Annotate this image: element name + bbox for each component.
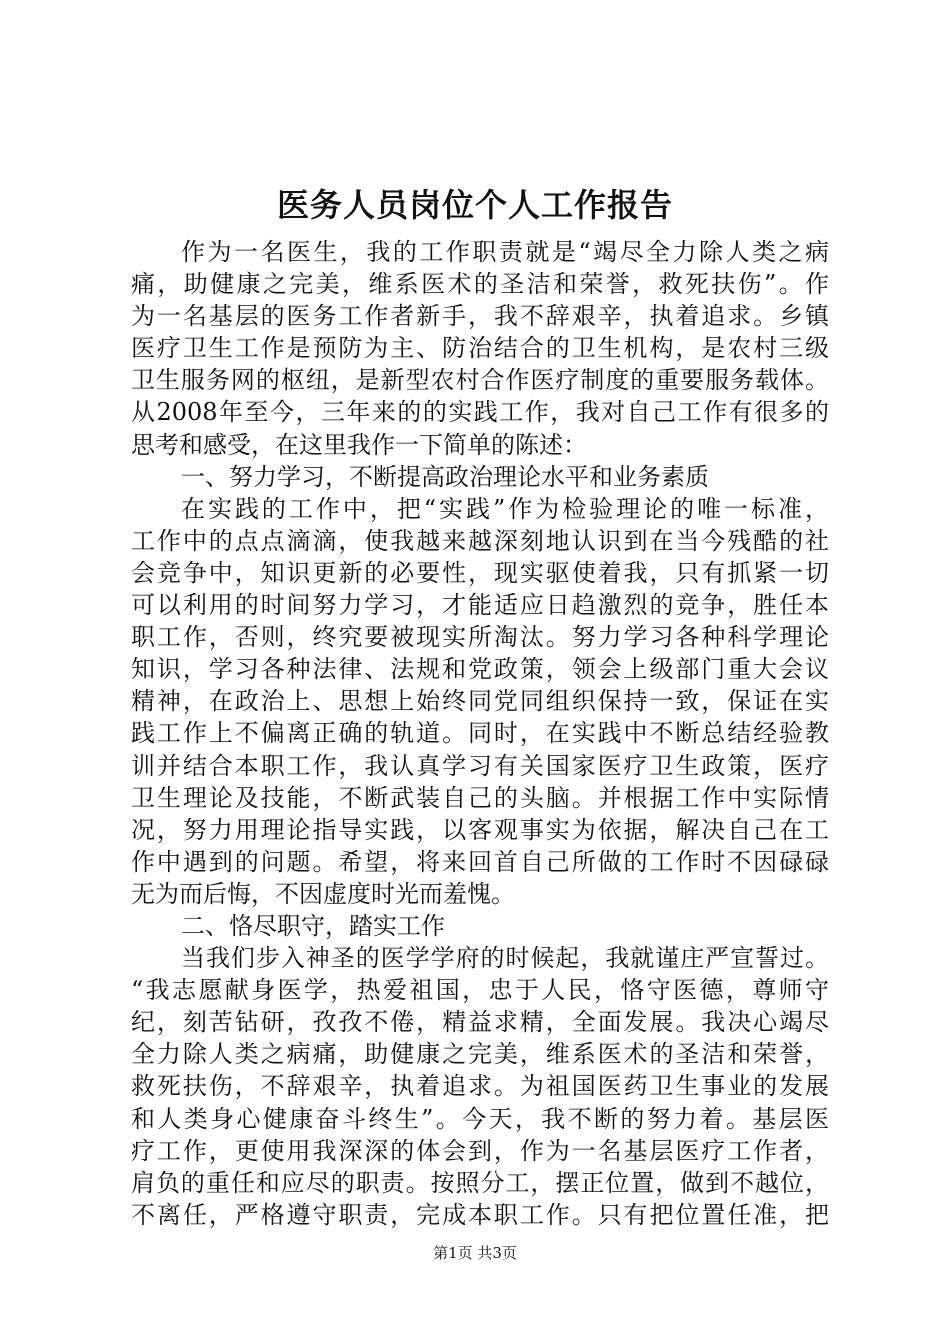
body-line: 救死扶伤，不辞艰辛，执着追求。为祖国医药卫生事业的发展: [131, 1072, 829, 1101]
body-line: 卫生服务网的枢纽，是新型农村合作医疗制度的重要服务载体。: [131, 366, 829, 395]
body-line: 肩负的重任和应尽的职责。按照分工，摆正位置，做到不越位，: [131, 1168, 829, 1197]
body-line: 可以利用的时间努力学习，才能适应日趋激烈的竞争，胜任本: [131, 591, 829, 620]
body-line: 知识，学习各种法律、法规和党政策，领会上级部门重大会议: [131, 655, 829, 684]
body-line: 疗工作，更使用我深深的体会到，作为一名基层医疗工作者，: [131, 1136, 829, 1165]
body-line: 践工作上不偏离正确的轨道。同时，在实践中不断总结经验教: [131, 719, 829, 748]
body-line: 纪，刻苦钻研，孜孜不倦，精益求精，全面发展。我决心竭尽: [131, 1008, 829, 1037]
body-line: 和人类身心健康奋斗终生”。今天，我不断的努力着。基层医: [131, 1104, 829, 1133]
body-line: 无为而后悔，不因虚度时光而羞愧。: [131, 879, 515, 908]
body-line: 痛，助健康之完美，维系医术的圣洁和荣誉，救死扶伤”。作: [131, 270, 829, 299]
body-line: 作为一名医生，我的工作职责就是“竭尽全力除人类之病: [181, 238, 829, 266]
body-line: 为一名基层的医务工作者新手，我不辞艰辛，执着追求。乡镇: [131, 302, 829, 331]
body-line: 全力除人类之病痛，助健康之完美，维系医术的圣洁和荣誉，: [131, 1040, 829, 1069]
body-line: “我志愿献身医学，热爱祖国，忠于人民，恪守医德，尊师守: [131, 976, 829, 1005]
body-line: 精神，在政治上、思想上始终同党同组织保持一致，保证在实: [131, 687, 829, 716]
body-line: 工作中的点点滴滴，使我越来越深刻地认识到在当今残酷的社: [131, 526, 829, 555]
body-line: 卫生理论及技能，不断武装自己的头脑。并根据工作中实际情: [131, 783, 829, 812]
section-heading: 一、努力学习，不断提高政治理论水平和业务素质: [181, 462, 709, 491]
document-title: 医务人员岗位个人工作报告: [276, 186, 673, 224]
body-line: 不离任，严格遵守职责，完成本职工作。只有把位置任准，把: [131, 1200, 829, 1229]
body-line: 作中遇到的问题。希望，将来回首自己所做的工作时不因碌碌: [131, 847, 829, 876]
body-line: 职工作，否则，终究要被现实所淘汰。努力学习各种科学理论: [131, 623, 829, 652]
body-line: 从2008年至今，三年来的的实践工作，我对自己工作有很多的: [131, 398, 829, 427]
section-heading: 二、恪尽职守，踏实工作: [181, 911, 445, 940]
body-line: 在实践的工作中，把“实践”作为检验理论的唯一标准，: [181, 494, 829, 523]
body-line: 训并结合本职工作，我认真学习有关国家医疗卫生政策，医疗: [131, 751, 829, 780]
page-number-footer: 第1页 共3页: [433, 1244, 517, 1262]
body-line: 况，努力用理论指导实践，以客观事实为依据，解决自己在工: [131, 815, 829, 844]
body-line: 思考和感受，在这里我作一下简单的陈述：: [131, 430, 587, 459]
body-line: 会竞争中，知识更新的必要性，现实驱使着我，只有抓紧一切: [131, 558, 829, 587]
body-line: 当我们步入神圣的医学学府的时候起，我就谨庄严宣誓过。: [181, 944, 829, 973]
document-body: [131, 236, 829, 1231]
body-line: 医疗卫生工作是预防为主、防治结合的卫生机构，是农村三级: [131, 334, 829, 363]
